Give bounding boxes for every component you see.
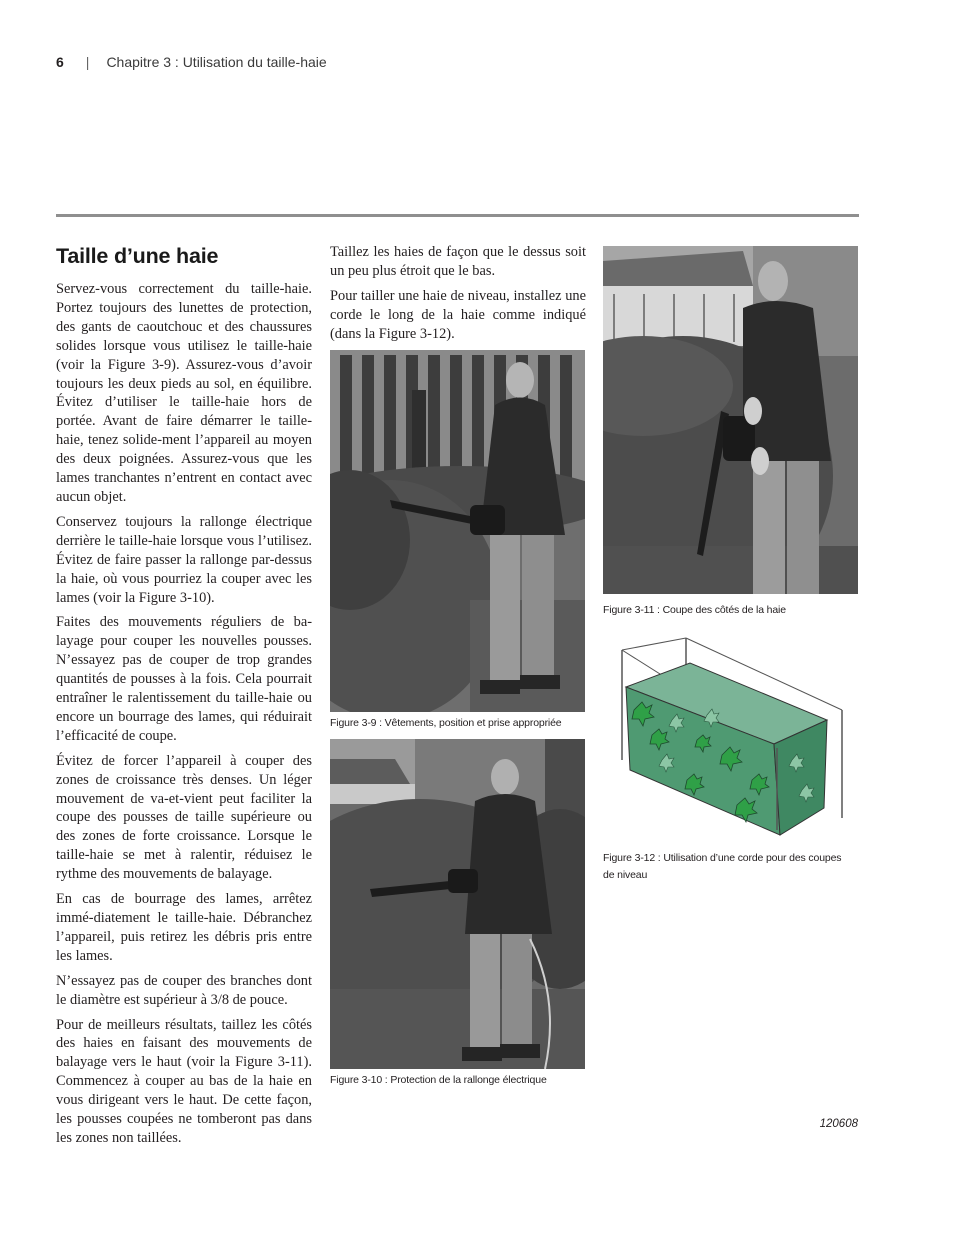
figure-3-10-caption: Figure 3-10 : Protection de la rallonge électrique xyxy=(330,1074,547,1086)
figure-3-9-caption: Figure 3-9 : Vêtements, position et prise appropriée xyxy=(330,717,562,729)
figure-3-12-caption: Figure 3-12 : Utilisation d’une corde pour des coupes de niveau xyxy=(603,852,842,881)
paragraph: Pour de meilleurs résultats, taillez les côtés des haies en faisant des mouvements de balayage vers le haut (voir la Figure 3-11). Commencez à couper au bas de la haie en vous dirigeant vers le haut. De cette façon, les pousses coupées ne tomberont pas dans les zones non taillées. xyxy=(56,1016,312,1146)
running-header xyxy=(56,52,327,72)
figure-3-11-caption: Figure 3-11 : Coupe des côtés de la haie xyxy=(603,604,786,616)
paragraph: Servez-vous correctement du taille-haie. Portez toujours des lunettes de protection, des gants de caoutchouc et des chaussures solides lorsque vous utilisez le taille-haie (voir la Figure 3-9). Assurez-vous d’avoir toujours les deux pieds au sol, en équilibre. Évitez d’utiliser le taille-haie hors de portée. Avant de faire démarrer le taille-haie, tenez solide-ment l’appareil au moyen des deux poignées. Assurez-vous que les lames tranchantes n’entrent en contact avec aucun objet. xyxy=(56,281,312,505)
text-column-1 xyxy=(56,243,312,1154)
paragraph: En cas de bourrage des lames, arrêtez immé-diatement le taille-haie. Débranchez l’appareil, puis retirez les débris pris entre les lames. xyxy=(56,891,312,964)
section-rule xyxy=(56,214,859,217)
chapter-title: Chapitre 3 : Utilisation du taille-haie xyxy=(106,54,327,70)
figure-3-10-photo xyxy=(330,739,585,1069)
figure-3-9-photo xyxy=(330,350,585,712)
header-separator: | xyxy=(85,54,90,70)
paragraph: Conservez toujours la rallonge électrique derrière le taille-haie lorsque vous l’utilisez. Évitez de faire passer la rallonge par-dessus la haie, où vous pourriez la couper avec les lames (voir la Figure 3-10). xyxy=(56,513,312,606)
document-code: 120608 xyxy=(819,1118,858,1130)
section-title: Taille d’une haie xyxy=(56,244,219,268)
paragraph: Faites des mouvements réguliers de ba-layage pour couper les nouvelles pousses. N’essayez pas de couper de trop grandes quantités de pousses à la fois. Cela pourrait entraîner le ralentissement du taille-haie ou encore un bourrage des lames, qui réduirait l’efficacité de coupe. xyxy=(56,614,312,744)
paragraph: Évitez de forcer l’appareil à couper des zones de croissance très denses. Un léger mouvement de va-et-vient peut faciliter la coupe des pousses de taille supérieure ou des zones de forte croissance. Lorsque le taille-haie se met à ralentir, réduisez le rythme des mouvements de balayage. xyxy=(56,752,312,883)
page-number: 6 xyxy=(56,54,64,70)
figure-3-11-photo xyxy=(603,246,858,594)
figure-3-12-illustration xyxy=(612,630,852,840)
paragraph: Pour tailler une haie de niveau, installez une corde le long de la haie comme indiqué (dans la Figure 3-12). xyxy=(330,287,586,342)
text-column-2 xyxy=(330,243,586,350)
paragraph: N’essayez pas de couper des branches dont le diamètre est supérieur à 3/8 de pouce. xyxy=(56,972,312,1008)
paragraph: Taillez les haies de façon que le dessus soit un peu plus étroit que le bas. xyxy=(330,244,586,279)
